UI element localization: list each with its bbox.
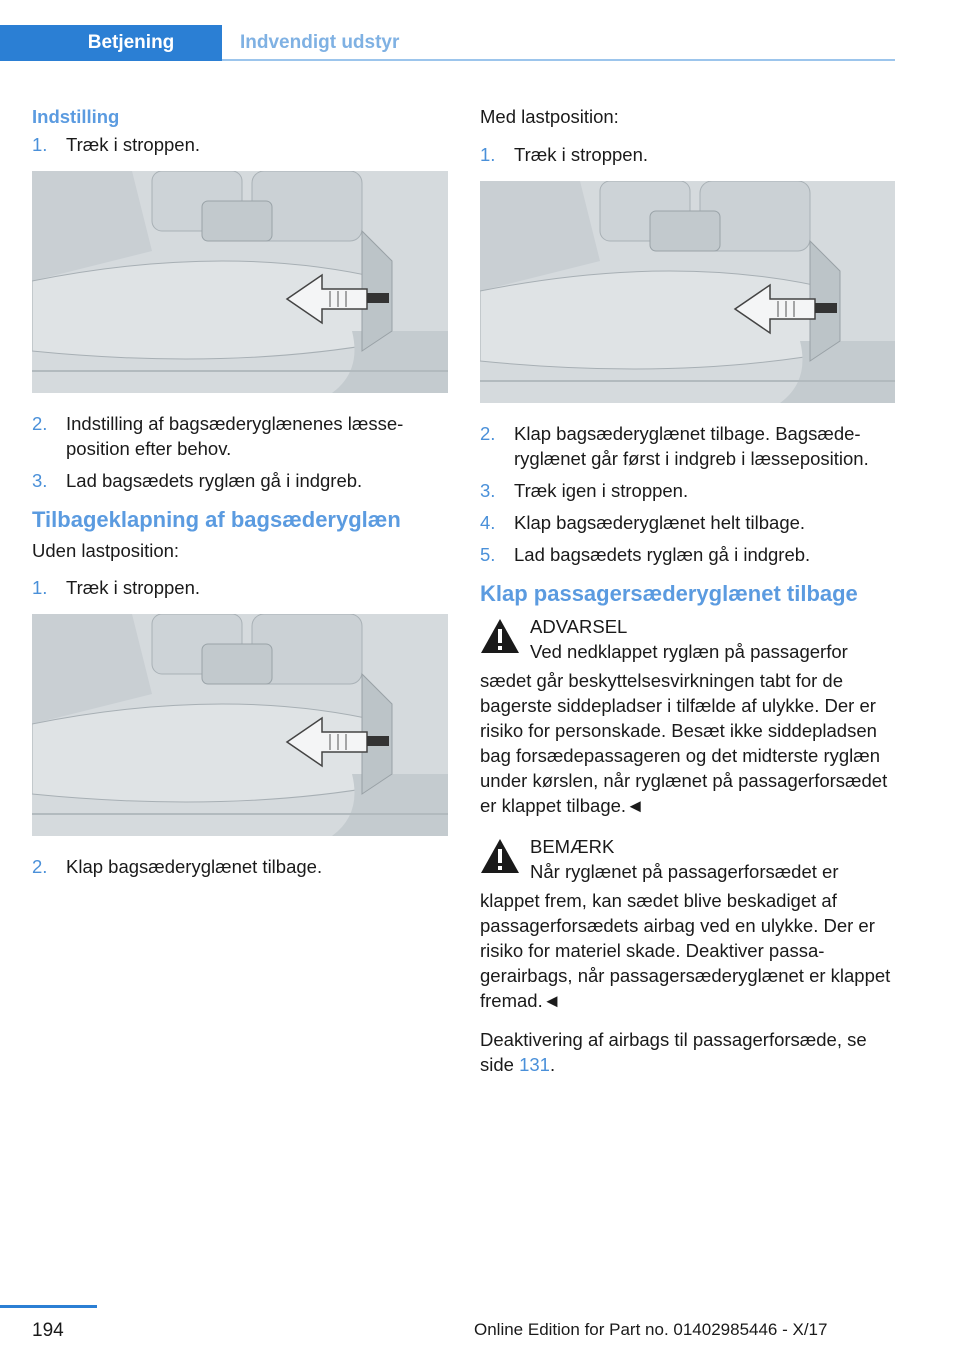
step-text: Klap bagsæderyglænet tilbage. Bagsæderyglænet går først i indgreb i læsseposition. <box>514 423 869 469</box>
without-load-label: Uden lastposition: <box>32 540 180 561</box>
notice-box <box>480 834 896 1013</box>
warning-triangle-icon <box>480 618 520 654</box>
step-number: 1. <box>480 144 496 165</box>
warning-title: ADVARSEL <box>530 616 628 637</box>
notice-body: klappet frem, kan sædet blive beskadiget af passagerforsædets airbag ved en ulykke. Der er risiko for materiel skade. Deaktiver passagerairbags, når passagersæderyglænet er klappet fremad.◄ <box>480 890 891 1011</box>
step-number: 2. <box>32 413 48 434</box>
list-item <box>480 421 896 471</box>
deactivation-text: Deaktivering af airbags til passagerforsæde, se side <box>480 1029 867 1075</box>
step-text: Træk igen i stroppen. <box>514 480 689 501</box>
step-number: 2. <box>32 856 48 877</box>
list-item <box>32 132 448 157</box>
right-column <box>480 100 896 1083</box>
step-text: Klap bagsæderyglænet tilbage. <box>66 856 323 877</box>
edition-footer: Online Edition for Part no. 01402985446 - X/17 <box>474 1320 828 1339</box>
warning-triangle-icon <box>480 838 520 874</box>
section-heading-klap-passager: Klap passagersæderyglænet tilbage <box>480 581 858 606</box>
section-heading-indstilling: Indstilling <box>32 106 120 127</box>
page-number: 194 <box>32 1320 64 1341</box>
deactivation-paragraph <box>480 1027 896 1077</box>
warning-first-line: Ved nedklappet ryglæn på passagerfor <box>530 641 848 662</box>
section-heading-tilbageklapning: Tilbageklapning af bagsæderyglæn <box>32 507 401 532</box>
page-number-rule <box>0 1305 97 1308</box>
notice-title: BEMÆRK <box>530 836 615 857</box>
step-number: 2. <box>480 423 496 444</box>
step-number: 3. <box>32 470 48 491</box>
list-item <box>32 854 448 879</box>
step-text: Klap bagsæderyglænet helt tilbage. <box>514 512 806 533</box>
warning-box <box>480 614 896 818</box>
step-text: Indstilling af bagsæderyglænenes læsseposition efter behov. <box>66 413 404 459</box>
tab-betjening[interactable]: Betjening <box>0 25 222 61</box>
seat-illustration-1 <box>32 171 448 393</box>
step-text: Træk i stroppen. <box>66 134 200 155</box>
list-item <box>32 468 448 493</box>
step-number: 1. <box>32 134 48 155</box>
list-item <box>480 510 896 535</box>
header-tabbar <box>0 25 895 63</box>
page-link-131[interactable]: 131 <box>519 1054 550 1075</box>
notice-first-line: Når ryglænet på passagerforsædet er <box>530 861 839 882</box>
with-load-label: Med lastposition: <box>480 106 619 127</box>
list-item <box>480 542 896 567</box>
step-number: 5. <box>480 544 496 565</box>
warning-body: sædet går beskyttelsesvirkningen tabt for de bagerste siddepladser i tilfælde af ulykke. Der er risiko for personskade. Besæt ikke siddepladsen bag forsædepassageren og det midterste ryglæn under kørslen, når ryglænet på passagerforsædet er klappet tilbage.◄ <box>480 670 888 816</box>
step-text: Lad bagsædets ryglæn gå i indgreb. <box>66 470 363 491</box>
header-divider <box>222 59 895 61</box>
step-number: 3. <box>480 480 496 501</box>
list-item <box>32 575 448 600</box>
step-text: Lad bagsædets ryglæn gå i indgreb. <box>514 544 811 565</box>
step-text: Træk i stroppen. <box>66 577 200 598</box>
seat-illustration-3 <box>480 181 895 403</box>
step-number: 4. <box>480 512 496 533</box>
tab-indvendigt-udstyr[interactable]: Indvendigt udstyr <box>240 32 400 53</box>
list-item <box>480 478 896 503</box>
deactivation-end: . <box>549 1054 556 1075</box>
step-number: 1. <box>32 577 48 598</box>
seat-illustration-2 <box>32 614 448 836</box>
left-column <box>32 100 448 886</box>
list-item <box>480 142 896 167</box>
list-item <box>32 411 448 461</box>
step-text: Træk i stroppen. <box>514 144 648 165</box>
